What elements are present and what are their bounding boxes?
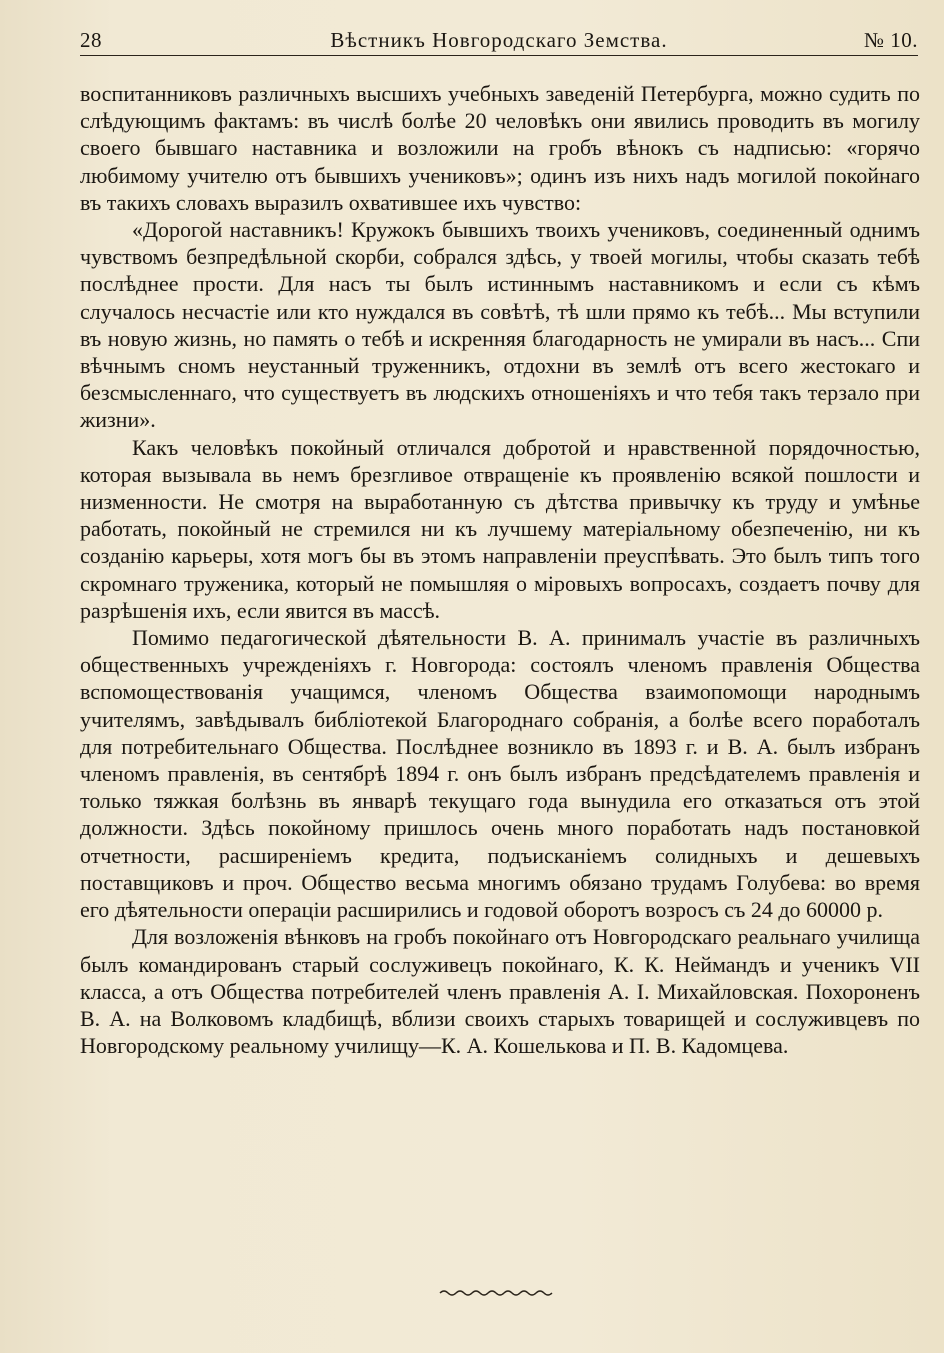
paragraph-5: Для возложенія вѣнковъ на гробъ покойнаго отъ Новгородскаго реальнаго училища былъ командированъ старый сослуживецъ покойнаго, К. К. Неймандъ и ученикъ VII класса, а отъ Общества потребителей членъ правленія А. І. Михайловская. Похороненъ В. А. на Волковомъ кладбищѣ, вблизи своихъ старыхъ товарищей и сослуживцевъ по Новгородскому реальному училищу—К. А. Кошелькова и П. В. Кадомцева. <box>80 924 920 1059</box>
paragraph-4: Помимо педагогической дѣятельности В. А. принималъ участіе въ различныхъ общественныхъ учрежденіяхъ г. Новгорода: состоялъ членомъ правленія Общества вспомоществованія учащимся, членомъ Общества взаимопомощи народнымъ учителямъ, завѣдывалъ библіотекой Благороднаго собранія, а болѣе всего поработалъ для потребительнаго Общества. Послѣднее возникло въ 1893 г. и В. А. былъ избранъ членомъ правленія, въ сентябрѣ 1894 г. онъ былъ избранъ предсѣдателемъ правленія и только тяжкая болѣзнь въ январѣ текущаго года вынудила его отказаться отъ этой должности. Здѣсь покойному пришлось очень много поработать надъ постановкой отчетности, расширеніемъ кредита, подъисканіемъ солидныхъ и дешевыхъ поставщиковъ и проч. Общество весьма многимъ обязано трудамъ Голубева: во время его дѣятельности операціи расширились и годовой оборотъ возросъ съ 24 до 60000 р. <box>80 625 920 923</box>
wavy-line-ornament-icon <box>438 1287 554 1299</box>
journal-title: Вѣстникъ Новгородскаго Земства. <box>330 28 668 52</box>
running-header <box>80 28 918 58</box>
paragraph-1: воспитанниковъ различныхъ высшихъ учебныхъ заведеній Петербурга, можно судить по слѣдующимъ фактамъ: въ числѣ болѣе 20 человѣкъ они явились проводить въ могилу своего бывшаго наставника и возложили на гробъ вѣнокъ съ надписью: «горячо любимому учителю отъ бывшихъ учениковъ»; одинъ изъ нихъ надъ могилой покойнаго въ такихъ словахъ выразилъ охватившее ихъ чувство: <box>80 81 920 215</box>
paragraph-3: Какъ человѣкъ покойный отличался добротой и нравственной порядочностью, которая вызывала вь немъ брезгливое отвращеніе къ проявленію всякой пошлости и низменности. Не смотря на выработанную съ дѣтства привычку къ труду и умѣнье работать, покойный не стремился ни къ лучшему матеріальному обезпеченію, ни къ созданію карьеры, хотя могъ бы въ этомъ направленіи преуспѣвать. Это былъ типъ того скромнаго труженика, который не помышляя о міровыхъ вопросахъ, создаетъ почву для разрѣшенія ихъ, если явится въ массѣ. <box>80 434 920 623</box>
issue-number: № 10. <box>863 28 918 52</box>
page-number: 28 <box>80 28 102 52</box>
article-body <box>80 80 920 1059</box>
paragraph-2-quote: «Дорогой наставникъ! Кружокъ бывшихъ твоихъ учениковъ, соединенный однимъ чувствомъ безпредѣльной скорби, собрался здѣсь, у твоей могилы, чтобы сказать тебѣ послѣднее прости. Для насъ ты былъ истиннымъ наставникомъ и если съ кѣмъ случалось несчастіе или кто нуждался въ совѣтѣ, тѣ шли прямо къ тебѣ... Мы вступили въ новую жизнь, но память о тебѣ и искренняя благодарность не умирали въ насъ... Спи вѣчнымъ сномъ неустанный труженникъ, отдохни въ землѣ отъ всего жестокаго и безсмысленнаго, что существуетъ въ людскихъ отношеніяхъ и что тебя такъ терзало при жизни». <box>80 217 920 433</box>
header-rule <box>80 55 918 56</box>
